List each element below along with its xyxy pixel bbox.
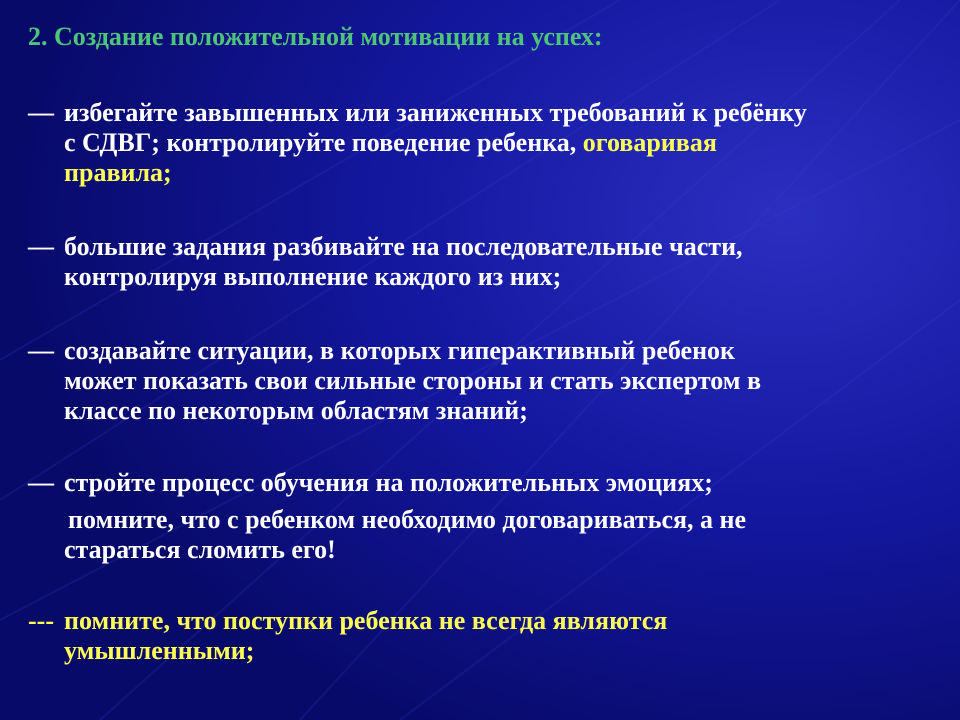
bullet-dash: —	[28, 468, 54, 497]
bullet-continuation: классе по некоторым областям знаний;	[64, 396, 528, 425]
bullet-item-2	[28, 232, 943, 292]
bullet-dash: —	[28, 98, 54, 127]
bullet-line: избегайте завышенных или заниженных требований к ребёнку	[64, 98, 807, 127]
bullet-line: помните, что с ребенком необходимо договариваться, а не	[68, 505, 747, 534]
highlight-text: оговаривая	[582, 128, 717, 157]
bullet-continuation	[28, 505, 943, 535]
bullet-line: с СДВГ; контролируйте поведение ребенка,	[64, 128, 577, 157]
bullet-item-3	[28, 336, 943, 426]
slide-title: 2. Создание положительной мотивации на успех:	[28, 22, 603, 51]
bullet-line: стройте процесс обучения на положительных эмоциях;	[64, 468, 713, 497]
bullet-continuation: может показать свои сильные стороны и стать экспертом в	[64, 366, 762, 395]
bullet-line: создавайте ситуации, в которых гиперактивный ребенок	[64, 336, 736, 365]
bullet-item-6	[28, 606, 943, 666]
bullet-continuation: стараться сломить его!	[64, 535, 336, 564]
bullet-item-4	[28, 468, 943, 498]
bullet-dash: —	[28, 232, 54, 261]
bullet-continuation: контролируя выполнение каждого из них;	[64, 262, 562, 291]
bullet-continuation: умышленными;	[64, 636, 255, 665]
bullet-continuation	[28, 128, 943, 158]
bullet-dash: —	[28, 336, 54, 365]
bullet-item-5	[28, 505, 943, 565]
bullet-line: помните, что поступки ребенка не всегда являются	[64, 606, 668, 635]
highlight-text: правила;	[64, 158, 172, 187]
bullet-line: большие задания разбивайте на последовательные части,	[64, 232, 743, 261]
bullet-dash: ---	[28, 606, 54, 635]
bullet-item-1	[28, 98, 943, 188]
